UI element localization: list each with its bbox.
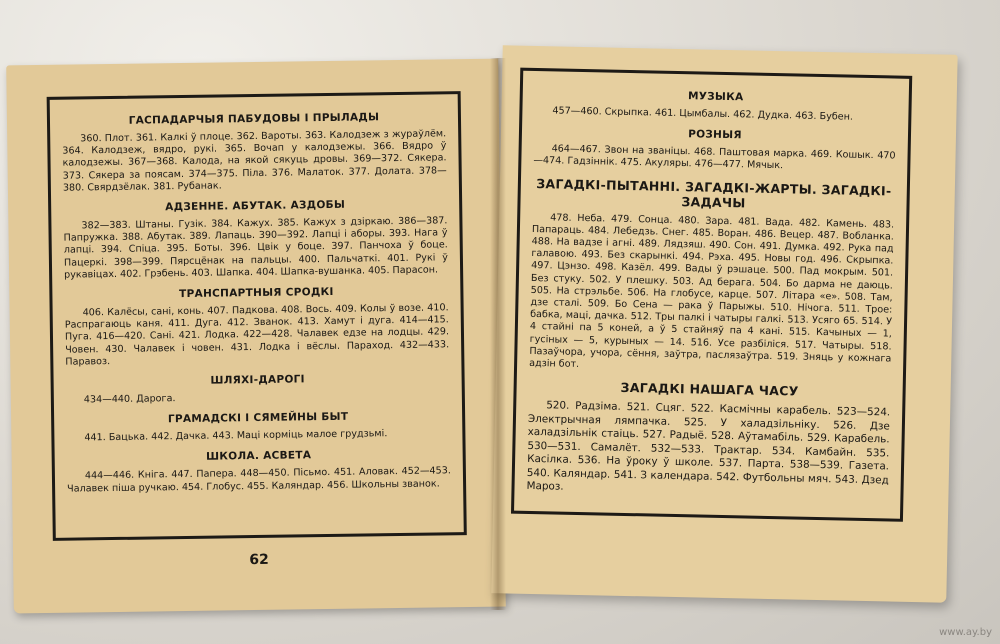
section-text: 434—440. Дарога. xyxy=(83,393,176,406)
section-heading: МУЗЫКА xyxy=(687,90,744,104)
book-gutter xyxy=(490,58,506,610)
section-shliakhi xyxy=(66,371,450,407)
section-transpartnyia xyxy=(64,284,449,368)
section-text: 382—383. Штаны. Гузік. 384. Кажух. 385. Кажух з дзіркаю. 386—387. Папружка. 388. Абутак. 389. Лапаць. 390—392. Лапці і аборы. 393. Нага ў лапці. 394. Спіца. 395. Боты. 396. Цвік у боце. 397. Панчоха ў боце. Пацеркі. 398—399. Пярсцёнак на пальцы. 400. Пальчаткі. 401. Рукі ў рукавіцах. 402. Грэбень. 403. Шапка. 404. Шапка-вушанка. 405. Парасон. xyxy=(63,215,448,281)
section-heading: ТРАНСПАРТНЫЯ СРОДКІ xyxy=(179,285,334,301)
watermark: www.ay.by xyxy=(939,627,992,638)
section-gaspadarchyia xyxy=(62,110,447,194)
section-heading: АДЗЕННЕ. АБУТАК. АЗДОБЫ xyxy=(165,198,346,214)
section-heading: ШЛЯХІ-ДАРОГІ xyxy=(210,373,305,387)
section-heading: РОЗНЫЯ xyxy=(688,128,742,142)
section-text: 457—460. Скрыпка. 461. Цымбалы. 462. Дудка. 463. Бубен. xyxy=(552,105,854,123)
section-text: 464—467. Звон на званіцы. 468. Паштовая марка. 469. Кошык. 470—474. Гадзіннік. 475. Акуляры. 476—477. Мячык. xyxy=(533,143,896,172)
section-heading: ЗАГАДКІ-ПЫТАННІ. ЗАГАДКІ-ЖАРТЫ. ЗАГАДКІ-ЗАДАЧЫ xyxy=(536,175,892,211)
section-zahadki-pytanni xyxy=(529,176,895,378)
section-muzyka xyxy=(534,87,897,125)
left-page-frame xyxy=(47,91,467,541)
section-hramadski xyxy=(66,410,450,446)
section-heading: ГРАМАДСКІ І СЯМЕЙНЫ БЫТ xyxy=(167,410,349,426)
section-heading: ШКОЛА. АСВЕТА xyxy=(206,449,312,464)
section-shkola xyxy=(67,448,452,496)
section-text: 360. Плот. 361. Калкі ў плоце. 362. Вароты. 363. Калодзеж з журaўлём. 364. Калодзеж, вядро, рукі. 365. Вочап у калодзежы. 366. Вядро ў калодзежы. 367—368. Калода, на якой сякуць дровы. 369—372. Сякера. 373. Сякера за поясам. 374—375. Піла. 376. Малаток. 377. Долата. 378—380. Свярдзёлак. 381. Рубанак. xyxy=(62,128,447,194)
right-page xyxy=(491,45,957,602)
section-text: 520. Радзіма. 521. Сцяг. 522. Касмічны карабель. 523—524. Электрычная лямпачка. 525. У халадзільніку. 526. Дзе халадзільнік стаіць. 527. Радыё. 528. Аўтамабіль. 529. Карабель. 530—531. Самалёт. 532—533. Трактар. 534. Камбайн. 535. Касілка. 536. На ўроку ў школе. 537. Парта. 538—539. Газета. 540. Каляндар. 541. З календара. 542. Футбольны мяч. 543. Дзед Мароз. xyxy=(526,399,891,493)
section-roznyia xyxy=(533,125,896,175)
section-text: 441. Бацька. 442. Дачка. 443. Маці корміць малое грудзьмі. xyxy=(84,428,388,444)
page-number: 62 xyxy=(249,551,269,569)
left-page xyxy=(6,59,506,614)
section-adzenne xyxy=(63,197,448,281)
section-text: 478. Неба. 479. Сонца. 480. Зара. 481. Вада. 482. Камень. 483. Папараць. 484. Лебедзь. Снег. 485. Воран. 486. Вецер. 487. Вобланка. 488. На вадзе і агні. 489. Лядзяш. 490. Сон. 491. Думка. 492. Рука пад галавою. 493. Без скарынкі. 494. Рэха. 495. Новы год. 496. Скрыпка. 497. Цэнзо. 498. Казёл. 499. Вады ў рэшаце. 500. Пад мокрым. 501. Без стуку. 502. У плешку. 503. Ад берага. 504. Бо дарма не даюць. 505. На стрэльбе. 506. На глобусе, карце. 507. Літара «е». 508. Там, дзе сталі. 509. Бо Сена — рака ў Парыжы. 510. Нічога. 511. Трое: бабка, маці, дачка. 512. Тры палкі і чатыры галкі. 513. Усяго 65. 514. У 4 стайні па 5 коней, а ў 5 стайняў па 4 кані. 515. Качыных — 1, гусіных — 5, курыных — 14. 516. Усе разбіліся. 517. Чатыры. 518. Пазаўчора, учора, сёння, заўтра, паслязаўтра. 519. Зняць у кожнага адзін бот. xyxy=(529,211,895,371)
right-page-frame xyxy=(511,68,912,522)
section-heading: ЗАГАДКІ НАШАГА ЧАСУ xyxy=(620,380,799,399)
section-zahadki-nashaha-chasu xyxy=(526,378,890,501)
section-text: 406. Калёсы, сані, конь. 407. Падкова. 408. Вось. 409. Колы ў возе. 410. Распрагаюць каня. 411. Дуга. 412. Званок. 413. Хамут і дуга. 414—415. Пуга. 416—420. Сані. 421. Лодка. 422—428. Чалавек едзе на лодцы. 429. Човен. 430. Чалавек і човен. 431. Лодка і вёслы. Параход. 432—433. Паравоз. xyxy=(64,302,450,368)
section-text: 444—446. Кніга. 447. Папера. 448—450. Пісьмо. 451. Аловак. 452—453. Чалавек піша ручкаю. 454. Глобус. 455. Каляндар. 456. Школьны званок. xyxy=(67,465,451,495)
section-heading: ГАСПАДАРЧЫЯ ПАБУДОВЫ І ПРЫЛАДЫ xyxy=(128,111,380,127)
